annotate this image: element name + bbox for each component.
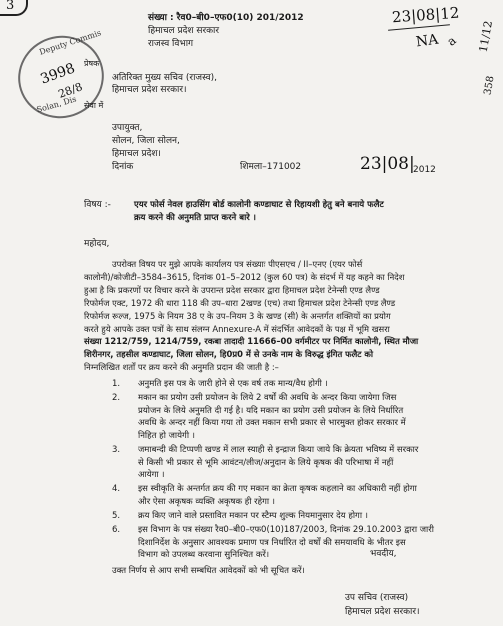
sender-label: प्रेषक [84, 59, 100, 68]
sender-line-1: अतिरिक्त मुख्य सचिव (राजस्व), [112, 73, 217, 83]
sender-line-2: हिमाचल प्रदेश सरकार। [112, 85, 187, 95]
stamp-receipt-date: 28/8 [56, 80, 85, 101]
reference-number: संख्या : रैव0–बी0–एफ0(10) 201/2012 [148, 13, 304, 23]
body-line: रिफोर्मज एक्ट, 1972 की धारा 118 की उप–धारा 2खण्ड (एच) तथा हिमाचल प्रदेश टेनेन्सी एण्ड लैण्ड [84, 297, 396, 308]
recipient-line-2: सोलन, जिला सोलन, [112, 136, 180, 146]
condition-line: आयेगा । [138, 470, 165, 481]
body-line: करते हुये आपके उक्त पत्रों के साथ संलग्न Annexure-A में संदर्भित आवेदकों के पक्ष में भूमि खसरा [84, 323, 390, 334]
condition-number: 4. [112, 484, 121, 495]
subject-line-1: एयर फोर्स नेवल हाउसिंग बोर्ड कालोनी कण्डाघाट से रिहायशी हेतु बने बनाये फलैट [134, 200, 384, 210]
letter-year: 2012 [413, 165, 436, 175]
department-name: राजस्व विभाग [148, 39, 194, 49]
handwritten-date: 23|08|12 [391, 3, 460, 27]
handwritten-number: 358 [482, 75, 497, 96]
condition-number: 5. [112, 511, 121, 521]
body-line: संख्या 1212/759, 1214/759, रकबा तादादी 11666–00 वर्गमीटर पर निर्मित कालोनी, स्थित मौजा [84, 336, 419, 347]
recipient-label: सेवा में [84, 101, 104, 110]
condition-line: अवधि के अन्दर नहीं किया गया तो उक्त मकान सभी प्रकार से भारमुक्त होकर सरकार में [138, 418, 406, 429]
body-line: निम्नलिखित शर्तों पर क्रय करने की अनुमति प्रदान की जाती है :– [84, 362, 279, 373]
handwritten-letter-date: 23|08| [360, 154, 415, 174]
condition-line: विभाग को उपलब्ध करवाना सुनिश्चित करें। [138, 550, 270, 561]
condition-line: और ऐसा अकृषक व्यक्ति अकृषक ही रहेगा । [138, 496, 276, 507]
condition-number: 1. [112, 379, 121, 389]
condition-number: 2. [112, 393, 121, 404]
condition-line: इस विभाग के पत्र संख्या रैव0–बी0–एफ0(10)187/2003, दिनांक 29.10.2003 द्वारा जारी [138, 525, 434, 536]
condition-line: क्रय किए जाने वाले प्रस्तावित मकान पर स्टैम्प शुल्क नियमानुसार देय होगा । [138, 511, 368, 521]
condition-line: प्रयोजन के लिये अनुमति दी गई है। यदि मकान का प्रयोग उसी प्रयोजन के लिये निर्धारित [138, 405, 404, 416]
body-line: रिफोर्मज रूल्ज, 1975 के नियम 38 ए के उप–नियम 3 के खण्ड (सी) के अन्तर्गत शक्तियों का प्रयोग [84, 310, 391, 321]
condition-number: 6. [112, 525, 121, 536]
signoff-designation: उप सचिव (राजस्व) [345, 593, 409, 603]
body-paragraph [84, 258, 418, 374]
body-line: कालोनी)/कोजीटी–3584–3615, दिनांक 01–5–2012 (कुल 60 पत्र) के संदर्भ में यह कहने का निदेश [84, 271, 405, 282]
stamp-receipt-number: 3998 [38, 60, 78, 88]
body-line: उपरोक्त विषय पर मुझे आपके कार्यालय पत्र संख्याः पीएसएच / II–एनए (एयर फोर्स [112, 259, 363, 269]
condition-line: मकान का प्रयोग उसी प्रयोजन के लिये 2 वर्षों की अवधि के अन्दर किया जायेगा जिस [138, 393, 397, 404]
condition-number: 3. [112, 445, 121, 455]
stamp-text-bottom: Solan, Dis [35, 94, 78, 115]
corner-number: 3 [6, 0, 15, 13]
condition-line: से किसी भी प्रकार से भूमि आवंटन/लीज/अनुदान के लिये कृषक की परिभाषा में नहीं [138, 457, 394, 468]
recipient-line-1: उपायुक्त, [112, 123, 143, 133]
condition-line: दिशानिर्देश के अनुसार आवश्यक प्रमाण पत्र निर्धारित दो वर्षों की समयावधि के भीतर इस [138, 537, 406, 548]
place-pin: शिमला–171002 [240, 162, 302, 172]
signoff-yours: भवदीय, [370, 549, 397, 559]
subject-line-2: क्रय करने की अनुमति प्राप्त करने बारे । [134, 213, 256, 223]
stamp-text-top: Deputy Commis [38, 28, 103, 57]
condition-line: जमाबन्दी की टिप्पणी खण्ड में लाल स्याही से इन्द्राज किया जाये कि क्रेयता भविष्य में सरकार [138, 445, 419, 455]
body-line: शिरीनगर, तहसील कण्डाघाट, जिला सोलन, हि0प्र0 में से उनके नाम के विरुद्ध इंगित फलैट को [84, 349, 374, 360]
handwritten-na: NA [414, 31, 440, 51]
condition-line: निहित हो जायेगी । [138, 430, 195, 441]
government-name: हिमाचल प्रदेश सरकार [148, 26, 220, 36]
recipient-line-3: हिमाचल प्रदेश। [112, 149, 161, 159]
handwritten-date-2: 11/12 [476, 19, 496, 54]
closing-line: उक्त निर्णय से आप सभी सम्बधित आवेदकों को भी सूचित करें। [112, 566, 305, 577]
subject-label: विषय :- [84, 200, 111, 210]
condition-line: इस स्वीकृति के अन्तर्गत क्रय की गए मकान का क्रेता कृषक कहलाने का अधिकारी नहीं होगा [138, 484, 417, 495]
salutation: महोदय, [84, 239, 110, 249]
handwritten-scribble: a [444, 33, 459, 49]
body-line: हुआ है कि प्रकरणों पर विचार करने के उपरान्त प्रदेश सरकार द्वारा हिमाचल प्रदेश टेनेन्सी एण्ड लैण्ड [84, 284, 380, 295]
date-label: दिनांक [112, 162, 134, 172]
signoff-govt: हिमाचल प्रदेश सरकार। [345, 607, 420, 617]
condition-line: अनुमति इस पत्र के जारी होने से एक वर्ष तक मान्य/वैध होगी । [138, 379, 328, 389]
